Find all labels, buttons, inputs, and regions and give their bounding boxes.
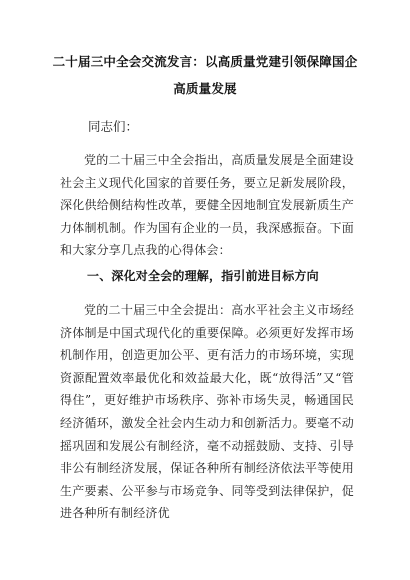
greeting: 同志们：	[88, 119, 139, 134]
paragraph-intro: 党的二十届三中全会指出，高质量发展是全面建设社会主义现代化国家的首要任务，要立足新发展阶段，深化供给侧结构性改革，要健全因地制宜发展新质生产力体制机制。作为国有企业的一员，我深感振奋。下面和大家分享几点我的心得体会：	[60, 153, 354, 258]
paragraph-section-1: 党的二十届三中全会提出：高水平社会主义市场经济体制是中国式现代化的重要保障。必须更好发挥市场机制作用，创造更加公平、更有活力的市场环境，实现资源配置效率最优化和效益最大化，既“放得活”又“管得住”，更好维护市场秩序、弥补市场失灵，畅通国民经济循环，激发全社会内生动力和创新活力。要毫不动摇巩固和发展公有制经济，毫不动摇鼓励、支持、引导非公有制经济发展，保证各种所有制经济依法平等使用生产要素、公平参与市场竞争、同等受到法律保护，促进各种所有制经济优	[60, 303, 355, 521]
document-title: 二十届三中全会交流发言：以高质量党建引领保障国企高质量发展	[52, 54, 358, 96]
section-heading: 一、深化对全会的理解，指引前进目标方向	[87, 269, 319, 283]
